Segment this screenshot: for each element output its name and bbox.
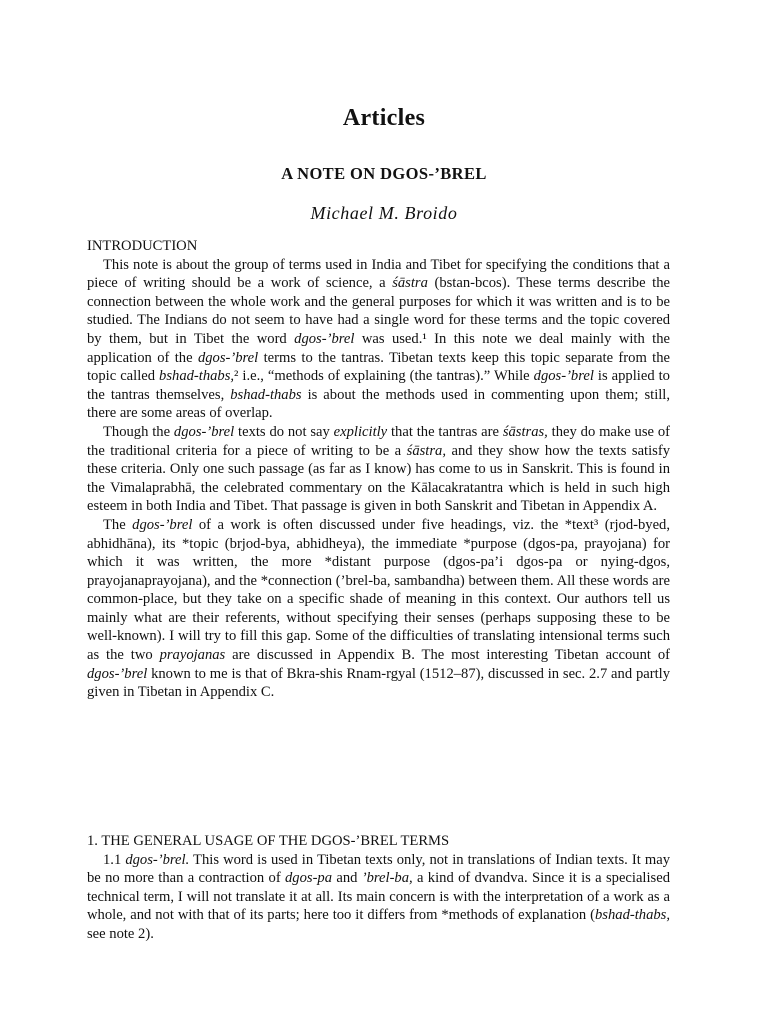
section-heading: Articles xyxy=(342,105,426,131)
paragraph-1: This note is about the group of terms used in India and Tibet for specifying the conditions that a piece of writing should be a work of science, a śāstra (bstan-bcos). These terms describe the connection between the whole work and the general purposes for which it was written and is to be studied. The Indians do not seem to have had a single word for these terms and the topic covered by them, but in Tibet the word dgos-’brel was used.¹ In this note we deal mainly with the application of the dgos-’brel terms to the tantras. Tibetan texts keep this topic separate from the topic called bshad-thabs,² i.e., “methods of explaining (the tantras).” While dgos-’brel is applied to the tantras themselves, bshad-thabs is about the methods used in commenting upon them; still, there are some areas of overlap. xyxy=(87,256,671,422)
paragraph-2: Though the dgos-’brel texts do not say explicitly that the tantras are śāstras, they do make use of the traditional criteria for a piece of writing to be a śāstra, and they show how the texts satisfy these criteria. Only one such passage (as far as I know) has come to us in Sanskrit. This is found in the Vimalaprabhā, the celebrated commentary on the Kālacakratantra which is held in such high esteem in both India and Tibet. That passage is given in both Sanskrit and Tibetan in Appendix A. xyxy=(87,423,670,515)
paragraph-3: The dgos-’brel of a work is often discussed under five headings, viz. the *text³ (rjod-byed, abhidhāna), its *topic (brjod-bya, abhidheya), the immediate *purpose (dgos-pa, prayojana) for which it was written, the more *distant purpose (dgos-pa’i dgos-pa or nying-dgos, prayojanaprayojana), and the *connection (’brel-ba, sambandha) between them. All these words are common-place, but they take on a specific shade of meaning in this context. Our authors tell us mainly what are their referents, without specifying their senses (perhaps supposing these to be well-known). I will try to fill this gap. Some of the difficulties of translating intensional terms such as the two prayojanas are discussed in Appendix B. The most interesting Tibetan account of dgos-’brel known to me is that of Bkra-shis Rnam-rgyal (1512–87), discussed in sec. 2.7 and partly given in Tibetan in Appendix C. xyxy=(87,516,671,701)
author-name: Michael M. Broido xyxy=(310,203,458,223)
paragraph-1-1: 1.1 dgos-’brel. This word is used in Tibetan texts only, not in translations of Indian texts. It may be no more than a contraction of dgos-pa and ’brel-ba, a kind of dvandva. Since it is a specialised technical term, I will not translate it at all. Its main concern is with the interpretation of a work as a whole, and not with that of its parts; here too it differs from *methods of explanation (bshad-thabs, see note 2). xyxy=(87,851,670,942)
article-title: A NOTE ON DGOS-’BREL xyxy=(281,164,487,183)
introduction-section xyxy=(87,237,670,702)
introduction-heading: INTRODUCTION xyxy=(87,238,198,254)
section-1 xyxy=(87,832,670,944)
section-1-heading: 1. THE GENERAL USAGE OF THE DGOS-’BREL TERMS xyxy=(87,833,450,849)
